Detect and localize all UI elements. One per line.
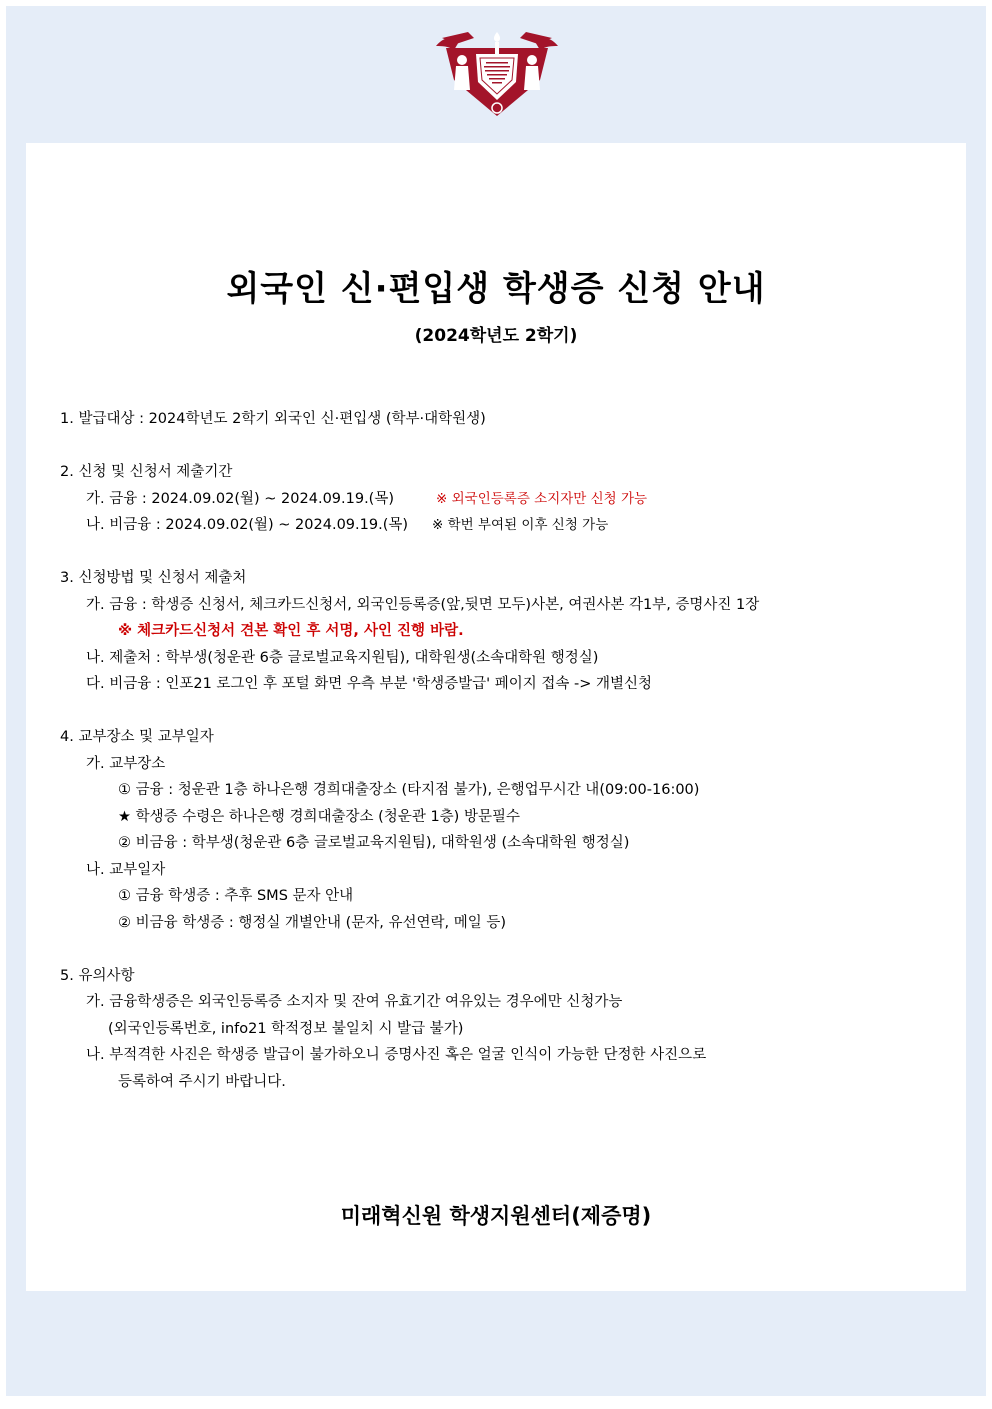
section-4-b-heading: 나. 교부일자 [86, 861, 166, 878]
section-3-item-a-note: ※ 체크카드신청서 견본 확인 후 서명, 사인 진행 바람. [118, 623, 464, 639]
section-4-a-star-note: ★ 학생증 수령은 하나은행 경희대출장소 (청운관 1층) 방문필수 [118, 808, 520, 825]
section-2-item-a [60, 486, 950, 513]
section-2-heading: 2. 신청 및 신청서 제출기간 [60, 464, 233, 480]
section-5-heading: 5. 유의사항 [60, 967, 135, 984]
section-4-b-item-1: ① 금융 학생증 : 추후 SMS 문자 안내 [118, 888, 354, 904]
section-4-heading: 4. 교부장소 및 교부일자 [60, 729, 214, 745]
section-2-item-b [60, 512, 950, 539]
section-3-heading: 3. 신청방법 및 신청서 제출처 [60, 570, 247, 586]
section-5-item-a-line-2: (외국인등록번호, info21 학적정보 불일치 시 발급 불가) [108, 1020, 464, 1037]
section-4-a-item-2: ② 비금융 : 학부생(청운관 6층 글로벌교육지원팀), 대학원생 (소속대학원 행정실) [118, 835, 630, 851]
section-3-item-a: 가. 금융 : 학생증 신청서, 체크카드신청서, 외국인등록증(앞,뒷면 모두)사본, 여권사본 각1부, 증명사진 1장 [86, 596, 760, 613]
document-body [60, 406, 950, 1095]
section-2-item-a-text: 가. 금융 : 2024.09.02(월) ~ 2024.09.19.(목) [86, 490, 395, 507]
section-2-item-b-note: ※ 학번 부여된 이후 신청 가능 [432, 517, 609, 533]
section-4-a-heading: 가. 교부장소 [86, 755, 166, 772]
section-3-item-b: 나. 제출처 : 학부생(청운관 6층 글로벌교육지원팀), 대학원생(소속대학원 행정실) [86, 649, 599, 666]
section-5-item-b-line-2: 등록하여 주시기 바랍니다. [118, 1073, 286, 1090]
section-1-text: 1. 발급대상 : 2024학년도 2학기 외국인 신·편입생 (학부·대학원생) [60, 411, 486, 427]
section-5-item-a-line-1: 가. 금융학생증은 외국인등록증 소지자 및 잔여 유효기간 여유있는 경우에만 신청가능 [86, 994, 623, 1010]
section-2-item-b-text: 나. 비금융 : 2024.09.02(월) ~ 2024.09.19.(목) [86, 517, 409, 533]
section-4-b-item-2: ② 비금융 학생증 : 행정실 개별안내 (문자, 유선연락, 메일 등) [118, 914, 507, 931]
section-3-item-c: 다. 비금융 : 인포21 로그인 후 포털 화면 우측 부분 '학생증발급' 페이지 접속 -> 개별신청 [86, 676, 653, 692]
page-title: 외국인 신·편입생 학생증 신청 안내 [226, 269, 766, 309]
page-subtitle: (2024학년도 2학기) [414, 326, 578, 346]
section-4-a-item-1: ① 금융 : 청운관 1층 하나은행 경희대출장소 (타지점 불가), 은행업무시간 내(09:00-16:00) [118, 782, 700, 798]
document-sheet [26, 143, 966, 1291]
issuer-signature: 미래혁신원 학생지원센터(제증명) [340, 1204, 652, 1228]
university-seal-icon [434, 28, 560, 120]
section-5-item-b-line-1: 나. 부적격한 사진은 학생증 발급이 불가하오니 증명사진 혹은 얼굴 인식이 가능한 단정한 사진으로 [86, 1047, 707, 1063]
section-2-item-a-note: ※ 외국인등록증 소지자만 신청 가능 [436, 490, 648, 507]
page-background [6, 6, 986, 1396]
